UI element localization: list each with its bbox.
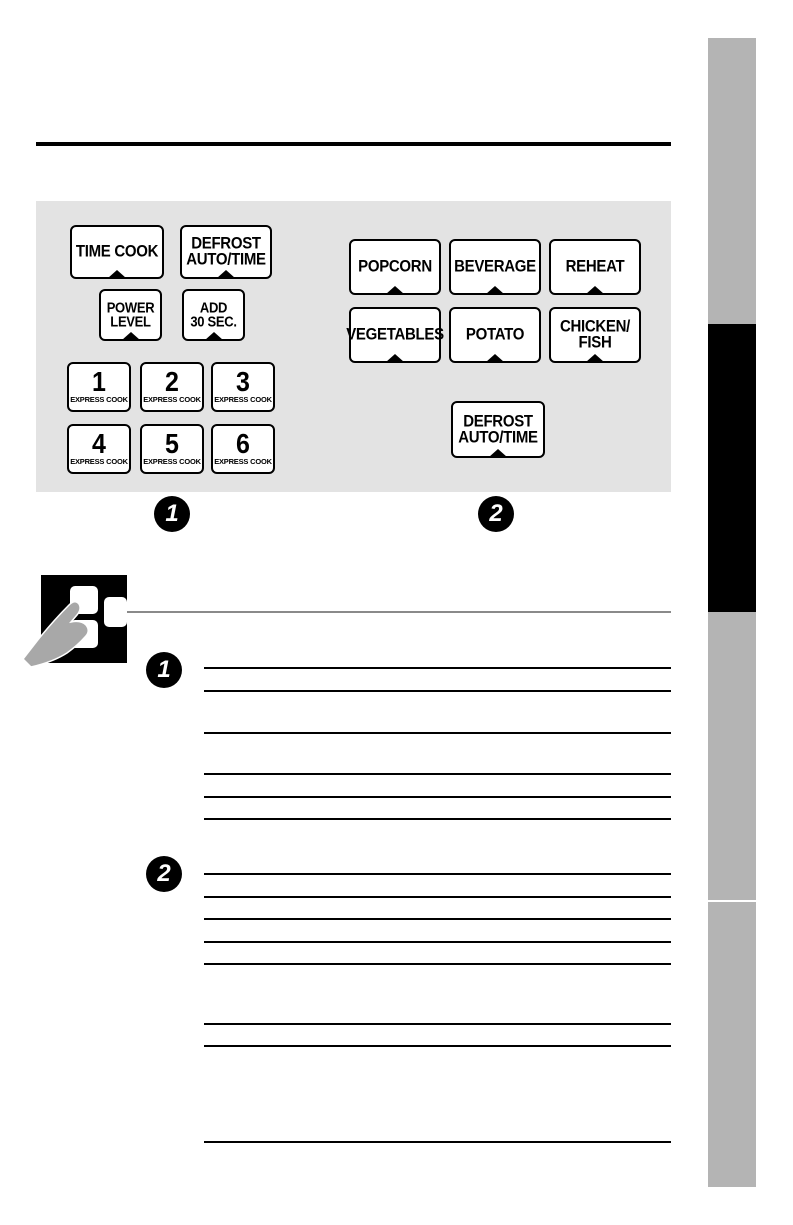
add-30-sec-key[interactable]	[182, 289, 245, 341]
key-label: DEFROST	[463, 411, 533, 431]
table-rule	[204, 963, 671, 965]
key-label: 30 SEC.	[190, 313, 237, 330]
table-rule	[204, 873, 671, 875]
key-sublabel: EXPRESS COOK	[214, 456, 272, 466]
express-cook-4-key[interactable]	[67, 424, 131, 474]
table-rule	[204, 690, 671, 692]
section-tab-4[interactable]	[708, 902, 756, 1187]
popcorn-key[interactable]	[349, 239, 441, 295]
express-cook-5-key[interactable]	[140, 424, 204, 474]
marker-number: 1	[157, 656, 171, 683]
key-sublabel: EXPRESS COOK	[214, 394, 272, 404]
beverage-key[interactable]	[449, 239, 541, 295]
marker-number: 1	[165, 500, 179, 527]
key-sublabel: EXPRESS COOK	[143, 394, 201, 404]
table-rule	[204, 667, 671, 669]
key-sublabel: EXPRESS COOK	[70, 394, 128, 404]
key-label: BEVERAGE	[454, 257, 536, 277]
marker-1	[154, 496, 190, 532]
express-cook-3-key[interactable]	[211, 362, 275, 412]
power-level-key[interactable]	[99, 289, 162, 341]
table-rule	[204, 732, 671, 734]
express-cook-1-key[interactable]	[67, 362, 131, 412]
marker-number: 2	[157, 860, 171, 887]
key-label: POTATO	[465, 325, 525, 345]
table-rule	[204, 1141, 671, 1143]
key-label: TIME COOK	[75, 242, 159, 262]
key-label: FISH	[578, 332, 612, 352]
section-rule	[127, 611, 671, 613]
key-label: POPCORN	[358, 257, 432, 277]
table-rule	[204, 773, 671, 775]
key-sublabel: EXPRESS COOK	[143, 456, 201, 466]
time-cook-key[interactable]	[70, 225, 164, 279]
key-label: LEVEL	[110, 313, 151, 330]
reheat-key[interactable]	[549, 239, 641, 295]
section-tab-1[interactable]	[708, 38, 756, 324]
key-arrow-icon	[386, 354, 404, 362]
key-number: 5	[165, 428, 179, 459]
key-number: 3	[236, 366, 250, 397]
table-rule	[204, 941, 671, 943]
potato-key[interactable]	[449, 307, 541, 363]
key-number: 6	[236, 428, 250, 459]
key-label: AUTO/TIME	[186, 249, 266, 269]
table-rule	[204, 1045, 671, 1047]
key-number: 1	[92, 366, 106, 397]
table-rule	[204, 1023, 671, 1025]
table-rule	[204, 896, 671, 898]
step-2-marker	[146, 856, 182, 892]
key-sublabel: EXPRESS COOK	[70, 456, 128, 466]
key-label: VEGETABLES	[346, 325, 444, 345]
key-arrow-icon	[586, 354, 604, 362]
defrost-auto-time-key[interactable]	[180, 225, 272, 279]
key-number: 4	[92, 428, 106, 459]
defrost-auto-time-right-key[interactable]	[451, 401, 545, 458]
table-rule	[204, 918, 671, 920]
express-cook-2-key[interactable]	[140, 362, 204, 412]
key-arrow-icon	[205, 332, 223, 340]
table-rule	[204, 818, 671, 820]
hand-pressing-button-icon	[23, 575, 127, 667]
table-rule	[204, 796, 671, 798]
key-label: POWER	[106, 299, 155, 317]
marker-2	[478, 496, 514, 532]
step-1-marker	[146, 652, 182, 688]
chicken-fish-key[interactable]	[549, 307, 641, 363]
key-label: CHICKEN/	[559, 317, 631, 337]
key-arrow-icon	[489, 449, 507, 457]
key-label: ADD	[199, 299, 228, 317]
key-number: 2	[165, 366, 179, 397]
key-arrow-icon	[386, 286, 404, 294]
key-arrow-icon	[486, 286, 504, 294]
express-cook-6-key[interactable]	[211, 424, 275, 474]
key-label: DEFROST	[191, 234, 261, 254]
section-tab-2-active[interactable]	[708, 324, 756, 612]
header-rule	[36, 142, 671, 146]
key-label: REHEAT	[565, 257, 625, 277]
key-label: AUTO/TIME	[458, 427, 538, 447]
key-arrow-icon	[586, 286, 604, 294]
section-tab-3[interactable]	[708, 612, 756, 900]
key-arrow-icon	[217, 270, 235, 278]
key-arrow-icon	[122, 332, 140, 340]
vegetables-key[interactable]	[346, 307, 444, 363]
key-arrow-icon	[108, 270, 126, 278]
key-arrow-icon	[486, 354, 504, 362]
marker-number: 2	[489, 500, 503, 527]
